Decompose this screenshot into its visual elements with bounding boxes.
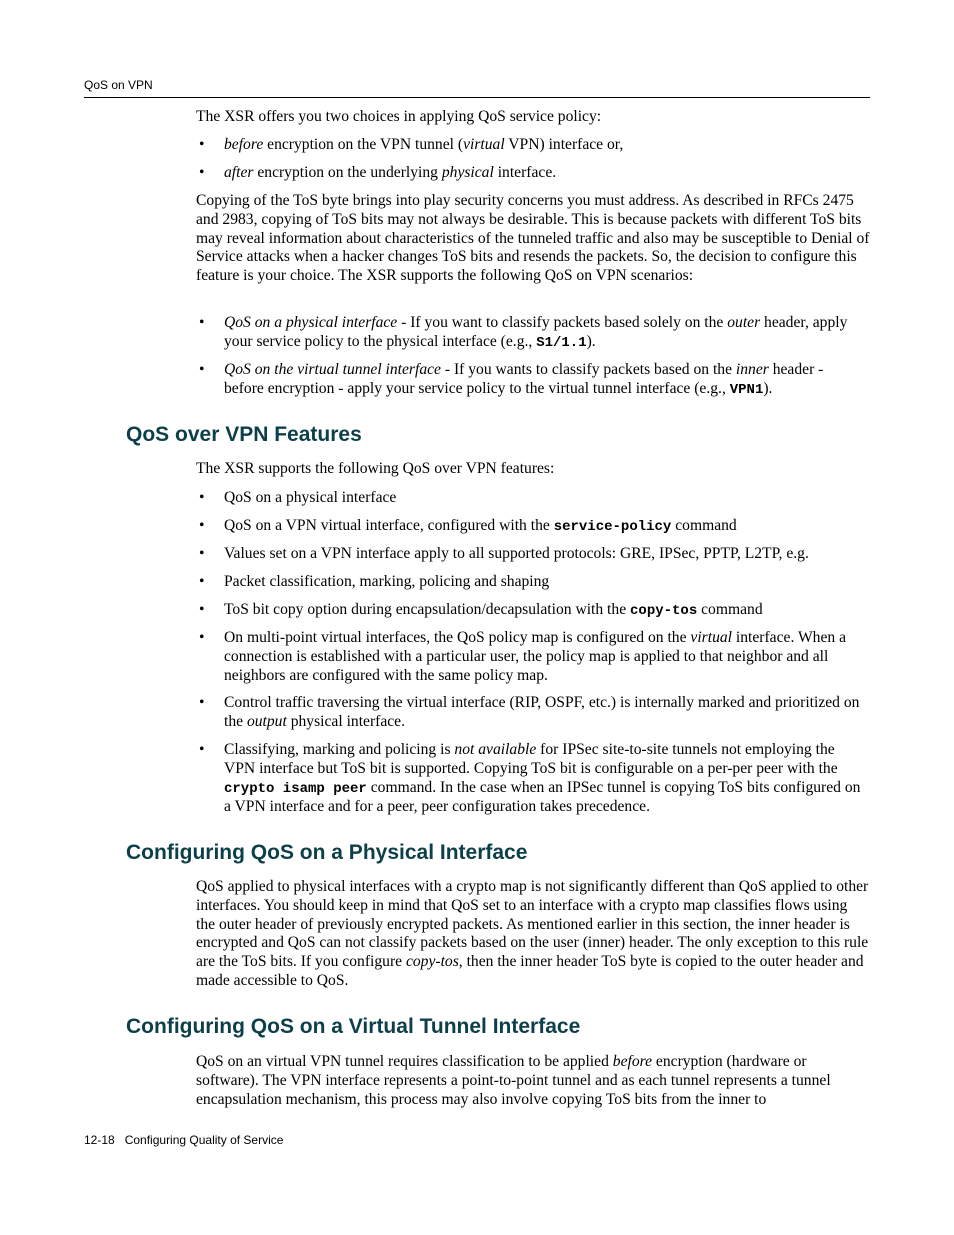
list-item-text: Control traffic traversing the virtual interface (RIP, OSPF, etc.) is internally marked and prioritized on the output physical interface. bbox=[224, 694, 860, 730]
bullet-icon: • bbox=[199, 573, 205, 590]
intro-lead: The XSR offers you two choices in applying QoS service policy: bbox=[196, 108, 602, 125]
list-item-text: before encryption on the VPN tunnel (virtual VPN) interface or, bbox=[224, 136, 624, 153]
bullet-icon: • bbox=[199, 314, 205, 331]
bullet-icon: • bbox=[199, 517, 205, 534]
chapter-title: Configuring Quality of Service bbox=[124, 1133, 284, 1147]
list-item-text: Values set on a VPN interface apply to all supported protocols: GRE, IPSec, PPTP, L2TP, e.g. bbox=[224, 545, 809, 562]
list-item-text: QoS on a VPN virtual interface, configured with the service-policy command bbox=[224, 517, 737, 535]
section-heading-physical: Configuring QoS on a Physical Interface bbox=[126, 841, 528, 864]
section-heading-virtual: Configuring QoS on a Virtual Tunnel Interface bbox=[126, 1015, 581, 1038]
intro-paragraph: Copying of the ToS byte brings into play security concerns you must address. As described in RFCs 2475 and 2983, copying of ToS bits may not always be desirable. This is because packets with different ToS bits may reveal information about characteristics of the tunneled traffic and also may be susceptible to Denial of Service attacks when a hacker changes ToS bits and resends the packets. So, the decision to configure this feature is your choice. The XSR supports the following QoS on VPN scenarios: bbox=[196, 192, 870, 285]
page-footer bbox=[84, 1133, 283, 1147]
bullet-icon: • bbox=[199, 694, 205, 711]
header-rule bbox=[84, 97, 870, 98]
list-item-text: Classifying, marking and policing is not available for IPSec site-to-site tunnels not employing the VPN interface but ToS bit is supported. Copying ToS bit is configurable on a per-per peer with the crypto isamp peer command. In the case when an IPSec tunnel is copying ToS bits configured on a VPN interface and for a peer, peer configuration takes precedence. bbox=[224, 741, 861, 816]
list-item-text: after encryption on the underlying physical interface. bbox=[224, 164, 557, 181]
bullet-icon: • bbox=[199, 164, 205, 181]
bullet-icon: • bbox=[199, 601, 205, 618]
list-item-text: QoS on a physical interface bbox=[224, 489, 397, 506]
list-item-text: QoS on the virtual tunnel interface - If you wants to classify packets based on the inner header - before encryption - apply your service policy to the virtual tunnel interface (e.g., VPN1). bbox=[224, 361, 824, 398]
bullet-icon: • bbox=[199, 545, 205, 562]
list-item-text: ToS bit copy option during encapsulation/decapsulation with the copy-tos command bbox=[224, 601, 763, 619]
bullet-icon: • bbox=[199, 629, 205, 646]
bullet-icon: • bbox=[199, 136, 205, 153]
list-item-text: QoS on a physical interface - If you want to classify packets based solely on the outer header, apply your service policy to the physical interface (e.g., S1/1.1). bbox=[224, 314, 848, 351]
features-lead: The XSR supports the following QoS over VPN features: bbox=[196, 460, 555, 477]
virtual-paragraph: QoS on an virtual VPN tunnel requires classification to be applied before encryption (hardware or software). The VPN interface represents a point-to-point tunnel and as each tunnel represents a tunnel encapsulation mechanism, this process may also involve copying ToS bits from the inner to bbox=[196, 1053, 831, 1108]
list-item-text: On multi-point virtual interfaces, the QoS policy map is configured on the virtual interface. When a connection is established with a particular user, the policy map is applied to that neighbor and all neighbors are configured with the same policy map. bbox=[224, 629, 847, 684]
bullet-icon: • bbox=[199, 361, 205, 378]
list-item-text: Packet classification, marking, policing and shaping bbox=[224, 573, 550, 590]
running-head: QoS on VPN bbox=[84, 78, 153, 92]
section-heading-features: QoS over VPN Features bbox=[126, 423, 362, 446]
bullet-icon: • bbox=[199, 741, 205, 758]
page-number: 12-18 bbox=[84, 1133, 115, 1147]
physical-paragraph: QoS applied to physical interfaces with a crypto map is not significantly different than QoS applied to other interfaces. You should keep in mind that QoS set to an interface with a crypto map classifies flows using the outer header of previously encrypted packets. As mentioned earlier in this section, the inner header is encrypted and QoS can not classify packets based on the user (inner) header. The only exception to this rule are the ToS bits. If you configure copy-tos, then the inner header ToS byte is copied to the outer header and made accessible to QoS. bbox=[196, 878, 869, 989]
bullet-icon: • bbox=[199, 489, 205, 506]
